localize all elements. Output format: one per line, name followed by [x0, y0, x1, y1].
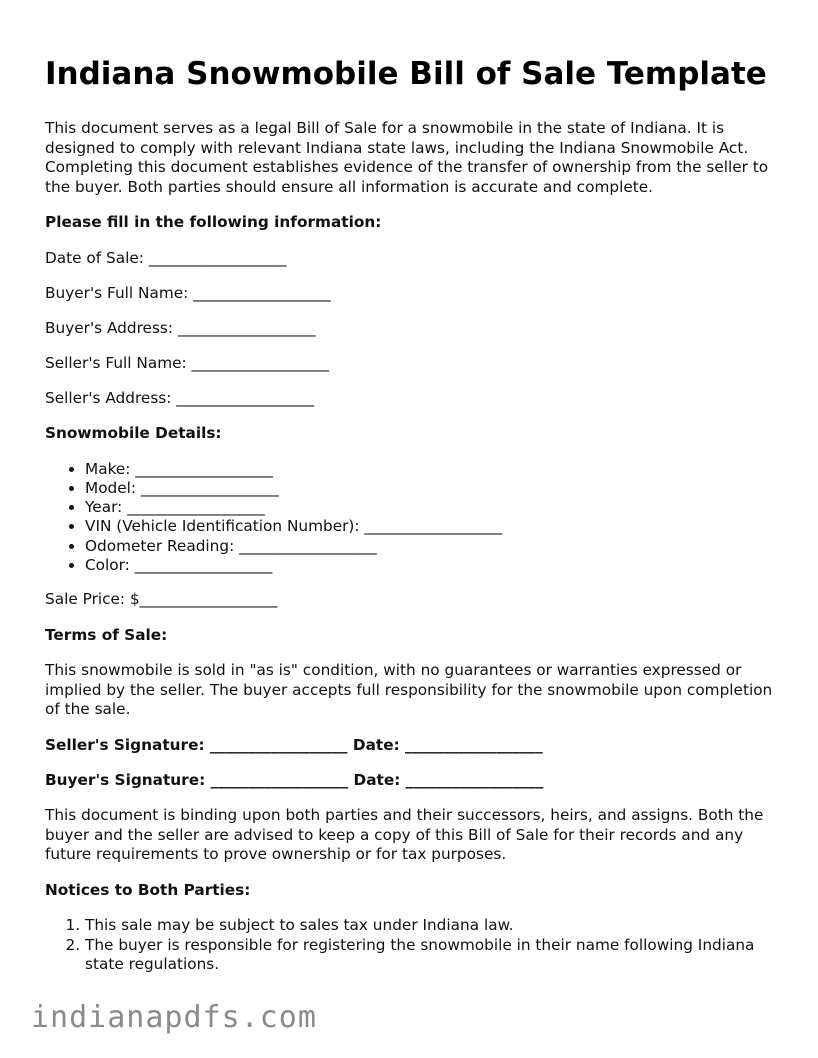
terms-heading: Terms of Sale: [45, 625, 168, 644]
detail-vin-field[interactable]: • VIN (Vehicle Identification Number): __________________ [85, 517, 780, 536]
snowmobile-details-heading: Snowmobile Details: [45, 424, 222, 442]
sale-price-field[interactable]: Sale Price: $__________________ [45, 590, 278, 609]
document-page [45, 56, 780, 974]
seller-signature-line[interactable]: Seller's Signature: __________________ Date: __________________ [45, 735, 543, 754]
date-of-sale-field[interactable]: Date of Sale: __________________ [45, 248, 287, 267]
buyer-signature-line[interactable]: Buyer's Signature: __________________ Date: __________________ [45, 770, 544, 789]
site-watermark: indianapdfs.com [27, 1000, 321, 1035]
buyer-name-field[interactable]: Buyer's Full Name: __________________ [45, 283, 331, 302]
intro-paragraph: This document serves as a legal Bill of Sale for a snowmobile in the state of Indiana. It is designed to comply with relevant Indiana state laws, including the Indiana Snowmobile Act. Completing this document establishes evidence of the transfer of ownership from the seller to the buyer. Both parties should ensure all information is accurate and complete. [45, 119, 769, 196]
binding-paragraph: This document is binding upon both parties and their successors, heirs, and assigns. Both the buyer and the seller are advised to keep a copy of this Bill of Sale for their records and any future requirements to prove ownership or for tax purposes. [45, 806, 764, 864]
detail-model-field[interactable]: • Model: __________________ [85, 479, 780, 498]
seller-address-field[interactable]: Seller's Address: __________________ [45, 388, 314, 407]
seller-name-field[interactable]: Seller's Full Name: __________________ [45, 353, 330, 372]
snowmobile-details-list [45, 460, 780, 576]
detail-year-field[interactable]: • Year: __________________ [85, 498, 780, 517]
notice-item: 2. The buyer is responsible for registering the snowmobile in their name following Indiana state regulations. [85, 936, 780, 975]
fill-info-heading: Please fill in the following information: [45, 213, 382, 231]
detail-odometer-field[interactable]: • Odometer Reading: __________________ [85, 537, 780, 556]
detail-color-field[interactable]: • Color: __________________ [85, 556, 780, 575]
notices-heading: Notices to Both Parties: [45, 880, 251, 899]
notices-list [45, 916, 780, 974]
terms-paragraph: This snowmobile is sold in "as is" condition, with no guarantees or warranties expressed or implied by the seller. The buyer accepts full responsibility for the snowmobile upon completion of the sale. [45, 661, 773, 719]
buyer-address-field[interactable]: Buyer's Address: __________________ [45, 318, 316, 337]
detail-make-field[interactable]: • Make: __________________ [85, 460, 780, 479]
document-title: Indiana Snowmobile Bill of Sale Template [45, 56, 767, 92]
notice-item: 1. This sale may be subject to sales tax under Indiana law. [85, 916, 780, 935]
